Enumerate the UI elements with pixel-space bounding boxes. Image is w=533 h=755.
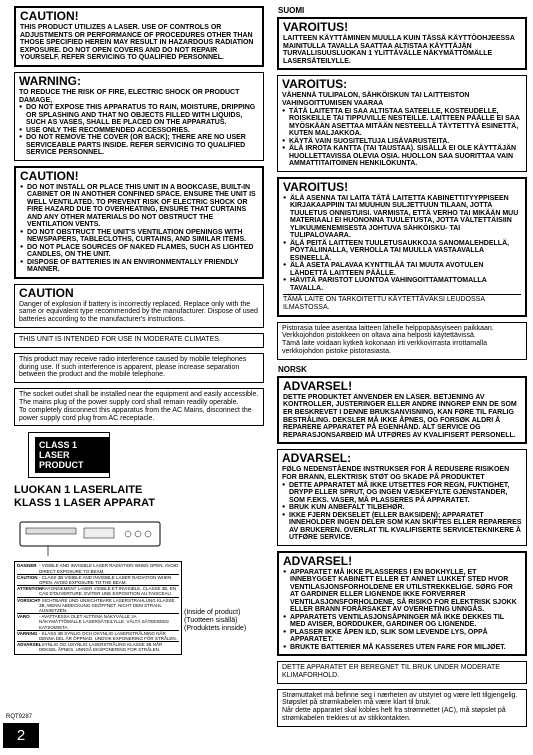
list-item: ● ÄLÄ IRROTA KANTTA (TAI TAUSTAA). SISÄLLÄ EI OLE KÄYTTÄJÄN HUOLLETTAVISSA OLEVIA OSIA. HUOLLON SAA SUORITTAA VAIN AMMATTITAITOINEN HENKILÖKUNTA. (289, 145, 522, 168)
laser-warning-label: DANGER - VISIBLE AND INVISIBLE LASER RADIATION WHEN OPEN. AVOID DIRECT EXPOSURE TO BEAM. CAUTION - CLASS 3B VISIBLE AND INVISIBLE LASER RADIATION WHEN OPEN. AVOID EXPOSURE TO THE BEAM. ATTENTION - RAYONNEMENT LASER VISIBLE ET INVISIBLE, CLASSE 3B, EN CAS D'OUVERTURE. EVITER UNE EXPOSITION AU FAISCEAU. VORSICHT - SICHTBARE UND UNSICHTBARE LASERSTRAHLUNG KLASSE 3B, WENN ABDECKUNG GEÖFFNET. NICHT DEM STRAHL AUSSETZEN. VARO - AVATTAESSA OLET ALTTIINA NÄKYVÄLLE JA NÄKYMÄTTÖMÄLLE LASERSÄTEILYLLE. VÄLTÄ SÄTEESEEN KATSOMISTA. VARNING - KLASS 3B SYNLIG OCH OSYNLIG LASERSTRÅLNING NÄR DENNA DEL ÄR ÖPPNAD. UNDVIK EXPONERING FÖR STRÅLEN. ADVARSEL - SYNLIG OG USYNLIG LASERSTRÅLING KLASSE 3B NÅR DEKSEL ÅPNES. UNNGÅ EKSPONERING FOR STRÅLEN. (14, 561, 182, 654)
no-advarsel-laser-box (277, 376, 527, 445)
laser-label-line: LASER PRODUCT (39, 450, 84, 471)
caution-heading: CAUTION! (20, 9, 79, 23)
caution-laser-box (14, 6, 264, 67)
advarsel-heading: ADVARSEL! (283, 378, 353, 393)
list-item: ● HÄVITÄ PARISTOT LUONTOA VAHINGOITTAMATTOMALLA TAVALLA. (290, 277, 521, 292)
climate-text: THIS UNIT IS INTENDED FOR USE IN MODERATE CLIMATES. (19, 336, 221, 344)
page-number: 2 (3, 723, 39, 748)
device-illustration (18, 516, 168, 556)
socket-box (14, 388, 264, 426)
inside-note: (Inside of product) (Tuotteen sisällä) (Produktets innside) (184, 609, 247, 633)
varoitus-list (282, 108, 522, 168)
fi-climate-text: TÄMÄ LAITE ON TARKOITETTU KÄYTETTÄVÄKSI LEUDOSSA ILMASTOSSA. (283, 294, 521, 312)
no-socket-box (277, 689, 527, 727)
no-climate-text: DETTE APPARATET ER BEREGNET TIL BRUK UNDER MODERATE KLIMAFORHOLD. (282, 664, 500, 679)
lang-heading-no: NORSK (278, 364, 307, 374)
list-item: ● BRUKTE BATTERIER MÅ KASSERES UTEN FARE FOR MILJØET. (290, 644, 521, 652)
fi-varoitus-laser-box (277, 17, 527, 70)
list-item: ● DO NOT EXPOSE THIS APPARATUS TO RAIN, MOISTURE, DRIPPING OR SPLASHING AND THAT NO OBJECTS FILLED WITH LIQUIDS, SUCH AS VASES, SHALL BE PLACED ON THE APPARATUS. (26, 104, 259, 127)
class1-swedish: KLASS 1 LASER APPARAT (14, 497, 155, 510)
left-column (14, 6, 264, 655)
laser-label-line: CLASS 1 (39, 440, 78, 451)
list-item: ● DO NOT REMOVE THE COVER (OR BACK); THERE ARE NO USER SERVICEABLE PARTS INSIDE. REFER SERVICING TO QUALIFIED SERVICE PERSONNEL. (26, 134, 259, 157)
lang-heading-fi: SUOMI (278, 6, 305, 15)
advarsel-heading: ADVARSEL: (282, 451, 352, 466)
model-code: RQT9287 (6, 714, 33, 720)
radio-interference-box (14, 353, 264, 383)
list-item: ● ÄLÄ PEITÄ LAITTEEN TUULETUSAUKKOJA SANOMALEHDELLÄ, PÖYTÄLIINALLA, VERHOLLA TAI MUULLA VASTAAVALLA ESINEELLÄ. (290, 240, 521, 263)
list-item: ● IKKE FJERN DEKSELET (ELLER BAKSIDEN); APPARATET INNEHOLDER INGEN DELER SOM KAN SKIFTES ELLER REPARERES AV BRUKEREN. OVERLAT TIL KVALIFISERTE SERVICETEKNIKERE Å UTFØRE SERVICE. (289, 512, 522, 542)
list-item: ● TÄTÄ LAITETTA EI SAA ALTISTAA SATEELLE, KOSTEUDELLE, ROISKEILLE TAI TIPPUVILLE NESTEILLE. LAITTEEN PÄÄLLE EI SAA MYÖSKÄÄN ASETTAA MITÄÄN NESTEELLÄ TÄYTETTYÄ ESINETTÄ, KUTEN MALJAKKOA. (289, 108, 522, 138)
advarsel-list (283, 569, 521, 652)
list-item: ● DISPOSE OF BATTERIES IN AN ENVIRONMENTALLY FRIENDLY MANNER. (27, 259, 258, 274)
climate-box (14, 333, 264, 348)
warning-text: TO REDUCE THE RISK OF FIRE, ELECTRIC SHOCK OR PRODUCT DAMAGE, (19, 88, 240, 104)
right-column (277, 6, 527, 732)
list-item: ● DO NOT OBSTRUCT THE UNIT'S VENTILATION OPENINGS WITH NEWSPAPERS, TABLECLOTHS, CURTAINS, AND SIMILAR ITEMS. (27, 229, 258, 244)
advarsel-list (282, 482, 522, 542)
fi-varoitus-installation-box (277, 177, 527, 317)
no-advarsel-installation-box (277, 551, 527, 657)
warning-box (14, 72, 264, 161)
no-advarsel-box (277, 449, 527, 545)
list-item: ● ÄLÄ ASENNA TAI LAITA TÄTÄ LAITETTA KABINETTITYYPPISEEN KIRJAKAAPPIIN TAI MUUHUN SULJETTUUN TILAAN, JOTTA TUULETUS ONNISTUISI. VARMISTA, ETTÄ VERHO TAI MIKÄÄN MUU MATERIAALI EI HUONONNA TUULETUSTA, JOTTA VÄLTETTÄISIIN YLIKUUMENEMISESTA JOHTUVA SÄHKÖISKU- TAI TULIPALOVAARA. (290, 195, 521, 240)
fi-varoitus-box (277, 75, 527, 171)
varoitus-heading: VAROITUS: (282, 77, 348, 92)
list-item: ● DO NOT PLACE SOURCES OF NAKED FLAMES, SUCH AS LIGHTED CANDLES, ON THE UNIT. (27, 244, 258, 259)
advarsel-text: DETTE PRODUKTET ANVENDER EN LASER. BETJENING AV KONTROLLER, JUSTERINGER ELLER ANDRE INNGREP ENN DE SOM ER BESKREVET I DENNE BRUKSANVISNING, KAN FØRE TIL FARLIG BESTRÅLING. DEKSLER MÅ IKKE ÅPNES, OG FORSØK ALDRI Å REPARERE APPARATET PÅ EGENHÅND. ALT SERVICE OG REPARASJONSARBEID MÅ UTFØRES AV KVALIFISERT PERSONELL. (283, 393, 517, 439)
class1-laser-label (28, 432, 110, 478)
warning-label-area (14, 561, 264, 654)
list-item: ● ÄLÄ ASETA PALAVAA KYNTTILÄÄ TAI MUUTA AVOTULEN LÄHDETTÄ LAITTEEN PÄÄLLE. (290, 262, 521, 277)
fi-socket-box (277, 322, 527, 360)
caution-installation-box (14, 166, 264, 279)
battery-caution-box (14, 284, 264, 328)
warning-heading: WARNING: (19, 73, 81, 88)
fi-socket-text: Pistorasia tulee asentaa laitteen lähelle helppopääsyiseen paikkaan. Verkkojohdon pistokkeen on oltava aina helposti käytettävissä. Tämä laite voidaan kytkeä kokonaan irti verkkovirrasta irrottamalla verkkojohdon pistoke pistorasiasta. (282, 324, 494, 356)
list-item: ● BRUK KUN ANBEFALT TILBEHØR. (289, 504, 522, 512)
varoitus-text: LAITTEEN KÄYTTÄMINEN MUULLA KUIN TÄSSÄ KÄYTTÖOHJEESSA MAINITULLA TAVALLA SAATTAA ALTISTAA KÄYTTÄJÄN TURVALLISUUSLUOKAN 1 YLITTÄVÄLLE NÄKYMÄTTÖMÄLLE LASERSÄTEILYLLE. (283, 35, 515, 65)
caution-heading: CAUTION! (20, 168, 79, 183)
varoitus-list (283, 195, 521, 293)
varoitus-heading: VAROITUS! (283, 20, 349, 34)
no-climate-box (277, 661, 527, 684)
list-item: ● APPARATETS VENTILASJONSÅPNINGER MÅ IKKE DEKKES TIL MED AVISER, BORDDUKER, GARDINER OG LIGNENDE. (290, 614, 521, 629)
warning-list (19, 104, 259, 157)
varoitus-text: VÄHENNÄ TULIPALON, SÄHKÖISKUN TAI LAITTEISTON VAHINGOITTUMISEN VAARAA (282, 92, 470, 107)
list-item: ● USE ONLY THE RECOMMENDED ACCESSORIES. (26, 127, 259, 135)
advarsel-heading: ADVARSEL! (283, 553, 353, 568)
caution-heading: CAUTION (19, 285, 74, 300)
advarsel-text: FØLG NEDENSTÅENDE INSTRUKSER FOR Å REDUSERE RISIKOEN FOR BRANN, ELEKTRISK STØT OG SKADE PÅ PRODUKTET (282, 466, 510, 481)
list-item: ● KÄYTÄ VAIN SUOSITELTUJA LISÄVARUSTEITA. (289, 138, 522, 146)
caution-list (20, 184, 258, 274)
list-item: ● PLASSER IKKE ÅPEN ILD, SLIK SOM LEVENDE LYS, OPPÅ APPARATET. (290, 629, 521, 644)
caution-text: THIS PRODUCT UTILIZES A LASER. USE OF CONTROLS OR ADJUSTMENTS OR PERFORMANCE OF PROCEDURES OTHER THAN THOSE SPECIFIED HEREIN MAY RESULT IN HAZARDOUS RADIATION EXPOSURE. DO NOT OPEN COVERS AND DO NOT REPAIR YOURSELF. REFER SERVICING TO QUALIFIED PERSONNEL. (20, 24, 254, 62)
battery-caution-text: Danger of explosion if battery is incorrectly replaced. Replace only with the same or equivalent type recommended by the manufacturer. Dispose of used batteries according to the manufacturer's instructions. (19, 300, 258, 324)
varoitus-heading: VAROITUS! (283, 179, 349, 194)
class1-finnish: LUOKAN 1 LASERLAITE (14, 484, 143, 497)
list-item: ● APPARATET MÅ IKKE PLASSERES I EN BOKHYLLE, ET INNEBYGGET KABINETT ELLER ET ANNET LUKKET STED HVOR VENTILASJONSFORHOLDENE ER UTILSTREKKELIGE. SØRG FOR AT GARDINER ELLER LIGNENDE IKKE FORVERRER VENTILASJONSFORHOLDENE, SÅ RISIKO FOR ELEKTRISK SJOKK ELLER BRANN FORÅRSAKET AV OVERHETING UNNGÅS. (290, 569, 521, 614)
list-item: ● DETTE APPARATET MÅ IKKE UTSETTES FOR REGN, FUKTIGHET, DRYPP ELLER SPRUT, OG INGEN VÆSKEFYLTE GJENSTANDER, SOM F.EKS. VASER, MÅ PLASSERES PÅ APPARATET. (289, 482, 522, 505)
radio-text: This product may receive radio interference caused by mobile telephones during use. If such interference is apparent, please increase separation between the product and the mobile telephone. (19, 355, 247, 379)
socket-text: The socket outlet shall be installed near the equipment and easily accessible. The mains plug of the power supply cord shall remain readily operable. To completely disconnect this apparatus from the AC Mains, disconnect the power supply cord plug from AC receptacle. (19, 391, 259, 422)
list-item: ● DO NOT INSTALL OR PLACE THIS UNIT IN A BOOKCASE, BUILT-IN CABINET OR IN ANOTHER CONFINED SPACE. ENSURE THE UNIT IS WELL VENTILATED. TO PREVENT RISK OF ELECTRIC SHOCK OR FIRE HAZARD DUE TO OVERHEATING, ENSURE THAT CURTAINS AND ANY OTHER MATERIALS DO NOT OBSTRUCT THE VENTILATION VENTS. (27, 184, 258, 229)
no-socket-text: Strømuttaket må befinne seg i nærheten av utstyret og være lett tilgjengelig. Støpslet på strømkabelen må være klart til bruk. Når dette apparatet skal kobles helt fra strømnettet (AC), må støpslet på strømkabelen trekkes ut av stikkontakten. (282, 691, 518, 723)
